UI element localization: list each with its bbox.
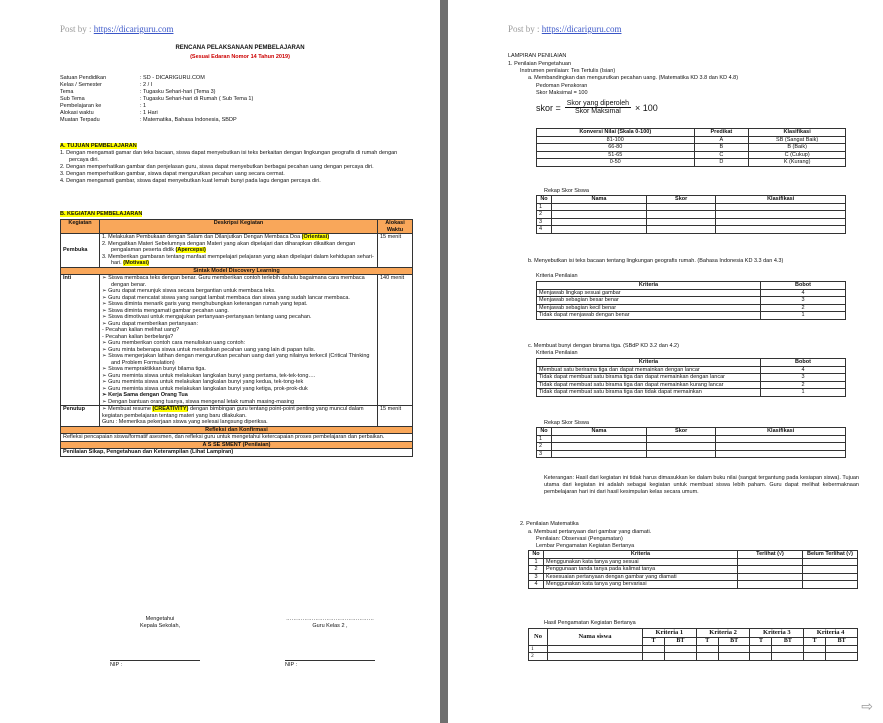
rekap2-row <box>537 435 846 443</box>
hasil-cell <box>750 645 772 653</box>
inti-item: - Pecahan kalian melihat uang? <box>102 327 180 333</box>
inti-item: ➢ Dengan bantuan orang tuanya, siswa mengenal letak rumah masing-masing <box>102 398 295 405</box>
th-kegiatan: Kegiatan <box>61 220 100 234</box>
identity-key: Sub Tema <box>60 96 85 102</box>
konversi-cell: C <box>694 151 749 159</box>
konversi-cell: B <box>694 144 749 152</box>
konversi-cell: 66-80 <box>537 144 695 152</box>
krit1-bobot: 4 <box>761 289 846 297</box>
rekap2-nama <box>552 443 647 451</box>
obs-no: 3 <box>529 573 544 581</box>
identity-value: : Matematika, Bahasa Indonesia, SBDP <box>140 117 237 123</box>
rekap1-header: No <box>537 196 552 204</box>
obs-no: 1 <box>529 558 544 566</box>
krit1-kriteria: Menjawab sebagian kecil benar <box>537 304 761 312</box>
krit2-row <box>537 374 846 382</box>
konversi-cell: K (Kurang) <box>749 159 846 167</box>
rekap2-no: 3 <box>537 450 552 458</box>
obs-header: Kriteria <box>544 551 738 559</box>
krit1-row <box>537 312 846 320</box>
hasil-cell <box>772 645 804 653</box>
rekap2-no: 2 <box>537 443 552 451</box>
hasil-sub-header: BT <box>718 638 750 646</box>
inti-item: ➢ Siswa membaca teks dengan benar. Guru memberikan contoh terlebih dahulu bagaimana cara membaca dengan benar. <box>102 275 365 288</box>
rekap1-nama <box>552 226 647 234</box>
konversi-cell: C (Cukup) <box>749 151 846 159</box>
hasil-nama <box>548 645 643 653</box>
rekap1-header: Klasifikasi <box>716 196 846 204</box>
kegiatan-table <box>60 219 413 457</box>
rekap1-klasifikasi <box>716 226 846 234</box>
krit2-bobot: 1 <box>761 389 846 397</box>
krit1-kriteria: Menjawab sebagian besar benar <box>537 297 761 305</box>
section-1a: a. Membandingkan dan mengurutkan pecahan uang. (Matematika KD 3.8 dan KD 4.8) <box>528 75 739 81</box>
pembuka-items <box>100 234 378 268</box>
hasil-kriteria-header: Kriteria 1 <box>643 629 697 638</box>
sign-right: ………………………………………… Guru Kelas 2 , <box>286 616 374 629</box>
hasil-cell <box>664 645 696 653</box>
pedoman: Pedoman Penskoran <box>536 83 588 89</box>
rekap1-skor <box>647 203 716 211</box>
hasil-title: Hasil Pengamatan Kegiatan Bertanya <box>544 620 636 626</box>
obs-row <box>529 581 858 589</box>
krit1-bobot: 1 <box>761 312 846 320</box>
rekap2-header: Klasifikasi <box>716 428 846 436</box>
post-by-link-right[interactable]: https://dicariguru.com <box>541 24 622 34</box>
section-1-instr: Instrumen penilaian: Tes Tertulis (Isian) <box>520 68 616 74</box>
rekap1-title: Rekap Skor Siswa <box>544 188 589 194</box>
hasil-sub-header: T <box>696 638 718 646</box>
identity-value: : SD - DICARIGURU.COM <box>140 75 205 81</box>
konversi-header: Klasifikasi <box>749 129 846 137</box>
tujuan-list <box>60 150 415 185</box>
rekap2-row <box>537 450 846 458</box>
post-by-link[interactable]: https://dicariguru.com <box>93 24 174 34</box>
krit1-row <box>537 289 846 297</box>
krit2-header: Bobot <box>761 359 846 367</box>
hasil-cell <box>772 653 804 661</box>
identity-row <box>60 89 253 96</box>
identity-row <box>60 82 253 89</box>
konversi-cell: SB (Sangat Baik) <box>749 136 846 144</box>
krit2-row <box>537 366 846 374</box>
identity-value: : 1 Hari <box>140 110 158 116</box>
pembuka-item-text: 3. Memberikan gambaran tentang manfaat mempelajari pelajaran yang akan dipelajari dalam kehidupan sehari-hari. <box>102 253 374 266</box>
konversi-header: Konversi Nilai (Skala 0-100) <box>537 129 695 137</box>
pembuka-label: Pembuka <box>61 234 100 268</box>
inti-item: ➢ Siswa mengerjakan latihan dengan mengurutkan pecahan uang dari yang nilainya terkecil (Critical Thinking and Problem Formulation) <box>102 353 370 366</box>
rekap1-no: 3 <box>537 218 552 226</box>
obs-terlihat <box>738 581 803 589</box>
identity-row <box>60 117 253 124</box>
penutup-desc: ➢ Membuat resume (CREATIVITY) dengan bimbingan guru tentang point-point penting yang muncul dalam kegiatan pembelajaran tentang materi yang baru dilakukan. Guru : Memeriksa pekerjaan siswa yang selesai langsung diperiksa. <box>100 406 378 427</box>
obs-kriteria: Menggunakan kata tanya yang bervariasi <box>544 581 738 589</box>
section-2a: a. Membuat pertanyaan dari gambar yang diamati. <box>528 529 652 535</box>
obs-row <box>529 566 858 574</box>
pembuka-item-text: 2. Mengaitkan Materi Sebelumnya dengan Materi yang akan dipelajari dan diharapkan dikaitkan dengan pengalaman peserta didik <box>102 240 356 253</box>
hasil-table <box>528 628 858 661</box>
krit1-bobot: 3 <box>761 297 846 305</box>
hasil-sub-header: BT <box>826 638 858 646</box>
hasil-cell <box>664 653 696 661</box>
arrow-right-icon[interactable]: ⇨ <box>861 698 873 714</box>
krit2-header: Kriteria <box>537 359 761 367</box>
obs-belum <box>803 566 858 574</box>
pembuka-item-text: 1. Melakukan Pembukaan dengan Salam dan Dilanjutkan Dengan Membaca Doa <box>102 234 302 240</box>
pembuka-item-tag: (Motivasi) <box>123 260 149 266</box>
konversi-cell: 81-100 <box>537 136 695 144</box>
pembuka-time: 15 menit <box>378 234 413 268</box>
section-1b: b. Menyebutkan isi teks bacaan tentang lingkungan geografis rumah. (Bahasa Indonesia KD 3.3 dan 4.3) <box>528 258 784 264</box>
obs-kriteria: Penggunaan tanda tanya pada kalimat tanya <box>544 566 738 574</box>
tujuan-item: 1. Dengan mengamati gamar dan teks bacaan, siswa dapat menyebutkan isi teks berkaitan dengan lingkungan geografis di rumah dengan percaya diri. <box>60 150 398 163</box>
hasil-no-header: No <box>529 629 548 646</box>
rekap1-header: Skor <box>647 196 716 204</box>
krit2-kriteria: Membuat satu berirama tiga dan dapat memainkan dengan lancar <box>537 366 761 374</box>
rekap2-header: Nama <box>552 428 647 436</box>
rekap1-skor <box>647 226 716 234</box>
tujuan-item: 4. Dengan mengamati gambar, siswa dapat menyebutkan kuat lemah bunyi pada lagu dengan percaya diri. <box>60 178 321 184</box>
page-rpp <box>0 0 440 723</box>
page-gutter <box>440 0 448 723</box>
refleksi-text: Refleksi pencapaian siswa/formatif asesmen, dan refleksi guru untuk mengetahui ketercapaian proses pembelajaran dan perbaikan. <box>61 434 413 442</box>
obs-belum <box>803 581 858 589</box>
krit2-bobot: 3 <box>761 374 846 382</box>
skor-max: Skor Maksimal = 100 <box>536 90 588 96</box>
krit1-row <box>537 304 846 312</box>
rekap2-no: 1 <box>537 435 552 443</box>
hasil-sub-header: BT <box>664 638 696 646</box>
section-1b-kriteria: Kriteria Penilaian <box>536 273 578 279</box>
section-1c: c. Membuat bunyi dengan birama tiga. (SBdP KD 3.2 dan 4.2) <box>528 343 679 349</box>
hasil-sub-header: T <box>643 638 665 646</box>
rekap1-no: 1 <box>537 203 552 211</box>
inti-label: Inti <box>61 275 100 406</box>
krit2-kriteria: Tidak dapat membuat satu birama tiga dan dapat memainkan kurang lancar <box>537 381 761 389</box>
section-2a-penilaian: Penilaian: Observasi (Pengamatan) <box>536 536 623 542</box>
hasil-cell <box>826 653 858 661</box>
pembuka-item-tag: (Apercepsi) <box>175 247 206 253</box>
rekap1-nama <box>552 211 647 219</box>
konversi-table <box>536 128 846 167</box>
inti-items <box>100 275 378 406</box>
obs-no: 2 <box>529 566 544 574</box>
rekap1-klasifikasi <box>716 218 846 226</box>
rekap1-nama <box>552 218 647 226</box>
penutup-label: Penutup <box>61 406 100 427</box>
krit1-bobot: 2 <box>761 304 846 312</box>
hasil-cell <box>826 645 858 653</box>
konversi-row <box>537 159 846 167</box>
rpp-subtitle: (Sesuai Edaran Nomor 14 Tahun 2019) <box>190 54 290 60</box>
rekap1-row <box>537 226 846 234</box>
krit2-row <box>537 389 846 397</box>
identity-row <box>60 75 253 82</box>
rekap1-klasifikasi <box>716 211 846 219</box>
hasil-cell <box>696 653 718 661</box>
identity-key: Satuan Pendidikan <box>60 75 107 81</box>
pembuka-item <box>102 241 375 254</box>
lampiran-heading: LAMPIRAN PENILAIAN <box>508 53 567 59</box>
konversi-row <box>537 151 846 159</box>
rekap2-skor <box>647 450 716 458</box>
hasil-cell <box>718 645 750 653</box>
obs-kriteria: Kesesuaian pertanyaan dengan gambar yang diamati <box>544 573 738 581</box>
hasil-cell <box>696 645 718 653</box>
rekap2-skor <box>647 443 716 451</box>
rekap2-header: No <box>537 428 552 436</box>
identity-key: Pembelajaran ke <box>60 103 102 109</box>
th-deskripsi: Deskripsi Kegiatan <box>100 220 378 234</box>
inti-item: ➢ Guru dapat menunjuk siswa secara bergantian untuk membaca teks. <box>102 288 276 294</box>
inti-item: ➢ Guru minta beberapa siswa untuk menuliskan pecahan uang yang lain di papan tulis. <box>102 346 316 353</box>
rekap1-row <box>537 218 846 226</box>
identity-key: Muatan Terpadu <box>60 117 100 123</box>
hasil-kriteria-header: Kriteria 2 <box>696 629 750 638</box>
obs-header: Belum Terlihat (√) <box>803 551 858 559</box>
krit2-bobot: 4 <box>761 366 846 374</box>
inti-item: ➢ Kerja Sama dengan Orang Tua <box>102 392 188 398</box>
tujuan-item: 3. Dengan memperhatikan gambar, siswa dapat mengurutkan pecahan uang secara cermat. <box>60 171 285 177</box>
rekap2-klasifikasi <box>716 450 846 458</box>
score-formula: skor = Skor yang diperoleh Skor Maksimal × 100 <box>536 100 658 115</box>
hasil-kriteria-header: Kriteria 3 <box>750 629 804 638</box>
identity-row <box>60 110 253 117</box>
obs-row <box>529 558 858 566</box>
sign-left: Mengetahui Kepala Sekolah, <box>139 616 181 629</box>
hasil-cell <box>750 653 772 661</box>
krit1-header: Bobot <box>761 282 846 290</box>
sintak-row: Sintak Model Discovery Learning <box>61 267 413 275</box>
identity-value: : Tugasku Sehari-hari (Tema 3) <box>140 89 216 95</box>
hasil-sub-header: BT <box>772 638 804 646</box>
pembuka-item <box>102 254 375 267</box>
krit1-kriteria: Menjawab lingkap sesuai gambar <box>537 289 761 297</box>
inti-item: ➢ Siswa mempraktikkan bunyi bilama tiga. <box>102 366 206 372</box>
obs-belum <box>803 573 858 581</box>
kriteria1-table <box>536 281 846 320</box>
rekap1-nama <box>552 203 647 211</box>
krit1-header: Kriteria <box>537 282 761 290</box>
penutup-time: 15 menit <box>378 406 413 427</box>
section-2a-lembar: Lembar Pengamatan Kegiatan Bertanya <box>536 543 635 549</box>
hasil-cell <box>718 653 750 661</box>
hasil-sub-header: T <box>804 638 826 646</box>
rekap2-title: Rekap Skor Siswa <box>544 420 589 426</box>
inti-item: - Pecahan kalian berbelanja? <box>102 333 174 340</box>
inti-item: ➢ Siswa diminta mengamati gambar pecahan uang. <box>102 307 229 314</box>
kriteria2-table <box>536 358 846 397</box>
inti-item: ➢ Guru dapat mencatat siswa yang sangat lambat membaca dan siswa yang sudah lancar membaca. <box>102 294 350 301</box>
identity-value: : Tugasku Sehari-hari di Rumah ( Sub Tema 1) <box>140 96 254 102</box>
rekap1-no: 4 <box>537 226 552 234</box>
nip-left: NIP : <box>110 660 200 669</box>
rekap1-header: Nama <box>552 196 647 204</box>
section-1: 1. Penilaian Pengetahuan <box>508 61 571 67</box>
rekap1-klasifikasi <box>716 203 846 211</box>
post-by-right: Post by : https://dicariguru.com <box>508 24 622 34</box>
section-1c-kriteria: Kriteria Penilaian <box>536 350 578 356</box>
observasi-table <box>528 550 858 589</box>
inti-item: ➢ Guru meminta siswa untuk melakukan langkalan bunyi yang pertama, tek-tek-tong…. <box>102 372 316 379</box>
pembuka-item-tag: (Orientasi) <box>301 234 330 240</box>
inti-item: ➢ Guru dapat memberikan pertanyaan: <box>102 320 199 327</box>
th-alokasi: Alokasi Waktu <box>378 220 413 234</box>
obs-kriteria: Menggunakan kata tanya yang sesuai <box>544 558 738 566</box>
konversi-header: Predikat <box>694 129 749 137</box>
identity-key: Tema <box>60 89 74 95</box>
obs-no: 4 <box>529 581 544 589</box>
hasil-cell <box>804 653 826 661</box>
konversi-row <box>537 144 846 152</box>
inti-item: ➢ Guru meminta siswa untuk melakukan langkalan bunyi yang ketiga, prok-prok-duk <box>102 385 308 392</box>
rekap2-table <box>536 427 846 458</box>
nip-right: NIP : <box>285 660 375 669</box>
inti-item: ➢ Siswa dimotivasi untuk mengajukan pertanyaan-pertanyaan tentang uang pecahan. <box>102 314 312 320</box>
hasil-cell <box>804 645 826 653</box>
rekap1-no: 2 <box>537 211 552 219</box>
obs-belum <box>803 558 858 566</box>
inti-item: ➢ Siswa diminta menarik garis yang menghubungkan keterangan rumah yang tepat. <box>102 301 308 307</box>
hasil-no: 1 <box>529 645 548 653</box>
section-2: 2. Penilaian Matematika <box>520 521 579 527</box>
identity-value: : 2 / I <box>140 82 153 88</box>
krit1-row <box>537 297 846 305</box>
identity-key: Alokasi waktu <box>60 110 94 116</box>
inti-time: 140 menit <box>378 275 413 406</box>
identity-value: : 1 <box>140 103 147 109</box>
rekap2-header: Skor <box>647 428 716 436</box>
hasil-nama <box>548 653 643 661</box>
obs-row <box>529 573 858 581</box>
krit2-kriteria: Tidak dapat membuat satu birama tiga dan dapat memainkan dengan lancar <box>537 374 761 382</box>
konversi-cell: D <box>694 159 749 167</box>
identity-table <box>60 75 253 124</box>
identity-key: Kelas / Semester <box>60 82 102 88</box>
krit2-bobot: 2 <box>761 381 846 389</box>
rekap1-skor <box>647 218 716 226</box>
konversi-cell: B (Baik) <box>749 144 846 152</box>
kegiatan-heading: B. KEGIATAN PEMBELAJARAN <box>60 211 143 217</box>
hasil-no: 2 <box>529 653 548 661</box>
hasil-cell <box>643 645 665 653</box>
hasil-row <box>529 645 858 653</box>
hasil-kriteria-header: Kriteria 4 <box>804 629 858 638</box>
hasil-row <box>529 653 858 661</box>
inti-item: ➢ Guru memberikan contoh cara menuliskan uang contoh: <box>102 340 246 346</box>
keterangan: Keterangan: Hasil dari kegiatan ini tidak harus dimasukkan ke dalam buku nilai (sangat tergantung pada kesiapan siswa). Tujuan utama dari kegiatan ini adalah sebagai kegiatan untuk membuat siswa lebih paham. Guru dapat melihat kebermaknaan pembelajaran hari ini dari hasil kesimpulan kelas secara umum. <box>544 475 859 495</box>
rekap2-klasifikasi <box>716 443 846 451</box>
penutup-guru: Guru : Memeriksa pekerjaan siswa yang selesai langsung diperiksa. <box>102 419 268 425</box>
tujuan-item: 2. Dengan memperhatikan gambar dan penjelasan guru, siswa dapat menyebutkan berbagai pecahan uang dengan percaya diri. <box>60 164 374 170</box>
rekap2-row <box>537 443 846 451</box>
identity-row <box>60 96 253 103</box>
rekap1-table <box>536 195 846 234</box>
obs-terlihat <box>738 558 803 566</box>
krit2-kriteria: Tidak dapat membuat satu birama tiga dan tidak dapat memainkan <box>537 389 761 397</box>
tujuan-heading: A. TUJUAN PEMBELAJARAN <box>60 143 137 149</box>
obs-terlihat <box>738 573 803 581</box>
identity-row <box>60 103 253 110</box>
konversi-cell: A <box>694 136 749 144</box>
hasil-nama-header: Nama siswa <box>548 629 643 646</box>
konversi-cell: 0-50 <box>537 159 695 167</box>
konversi-cell: 51-65 <box>537 151 695 159</box>
rekap1-skor <box>647 211 716 219</box>
rekap2-skor <box>647 435 716 443</box>
refleksi-heading: Refleksi dan Konfirmasi <box>61 426 413 434</box>
obs-header: Terlihat (√) <box>738 551 803 559</box>
rekap1-row <box>537 203 846 211</box>
obs-header: No <box>529 551 544 559</box>
konversi-row <box>537 136 846 144</box>
inti-item: ➢ Guru meminta siswa untuk melakukan langkalan bunyi yang kedua, tek-tong-tek <box>102 379 304 385</box>
page-lampiran <box>448 0 883 723</box>
hasil-sub-header: T <box>750 638 772 646</box>
rekap2-nama <box>552 450 647 458</box>
krit1-kriteria: Tidak dapat menjawab dengan benar <box>537 312 761 320</box>
rekap1-row <box>537 211 846 219</box>
rpp-title: RENCANA PELAKSANAAN PEMBELAJARAN <box>175 45 305 51</box>
rekap2-nama <box>552 435 647 443</box>
krit2-row <box>537 381 846 389</box>
post-by: Post by : https://dicariguru.com <box>60 24 174 34</box>
hasil-cell <box>643 653 665 661</box>
asesmen-text: Penilaian Sikap, Pengetahuan dan Keterampilan (Lihat Lampiran) <box>61 449 413 457</box>
asesmen-heading: A S SE SMENT (Penilaian) <box>61 441 413 449</box>
rekap2-klasifikasi <box>716 435 846 443</box>
obs-terlihat <box>738 566 803 574</box>
